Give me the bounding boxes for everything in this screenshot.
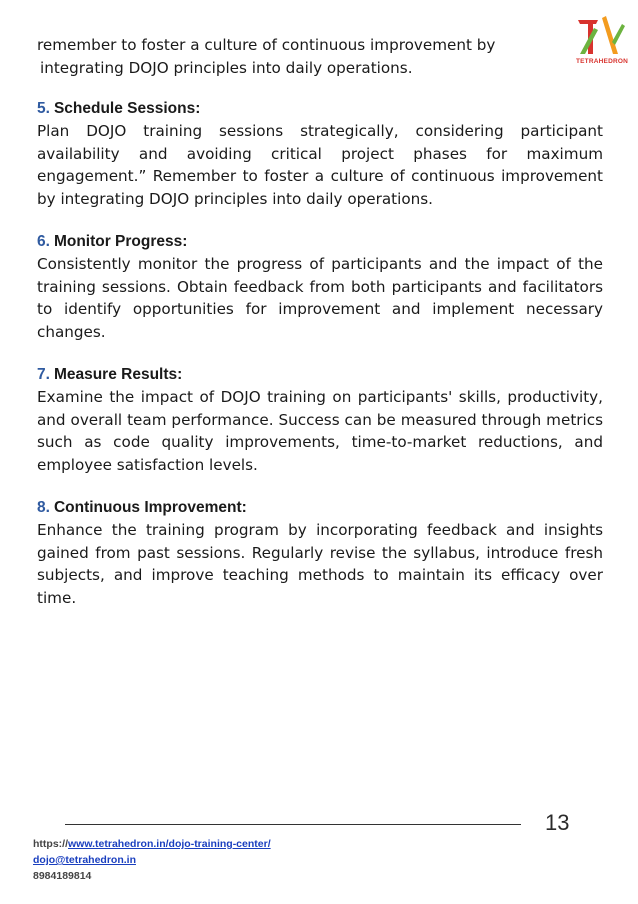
section-body: Examine the impact of DOJO training on participants' skills, productivity, and overall team performance. Success can be measured through metrics such as code quality improvements, time-to-market reductions, and employee satisfaction levels. — [37, 388, 603, 474]
url-prefix: https:// — [33, 838, 68, 850]
section-title: Continuous Improvement: — [53, 499, 247, 516]
section-heading — [37, 98, 603, 120]
section-number: 8. — [37, 499, 50, 516]
website-link[interactable]: www.tetrahedron.in/dojo-training-center/ — [68, 838, 271, 850]
section-number: 7. — [37, 366, 50, 383]
section-heading — [37, 364, 603, 386]
section-number: 5. — [37, 100, 50, 117]
intro-line-2: integrating DOJO principles into daily operations. — [40, 58, 413, 77]
section-body: Enhance the training program by incorporating feedback and insights gained from past sessions. Regularly revise the syllabus, introduce fresh subjects, and improve teaching methods to maintain its efficacy over time. — [37, 521, 603, 607]
page-number: 13 — [545, 810, 570, 835]
intro-paragraph — [37, 34, 603, 79]
section-continuous-improvement — [37, 497, 603, 609]
logo-text: TETRAHEDRON — [575, 58, 629, 65]
footer-contact — [33, 836, 271, 884]
email-link[interactable]: dojo@tetrahedron.in — [33, 854, 136, 866]
section-title: Measure Results: — [53, 366, 183, 383]
footer-url-line — [33, 836, 271, 852]
footer-divider — [65, 824, 521, 825]
section-title: Monitor Progress: — [53, 233, 188, 250]
section-title: Schedule Sessions: — [53, 100, 201, 117]
section-body: Plan DOJO training sessions strategically, considering participant availability and avoiding critical project phases for maximum engagement.” Remember to foster a culture of continuous improvement by integrating DOJO principles into daily operations. — [37, 122, 603, 208]
section-number: 6. — [37, 233, 50, 250]
phone-number: 8984189814 — [33, 870, 92, 882]
document-body — [37, 34, 603, 630]
section-heading — [37, 231, 603, 253]
section-monitor-progress — [37, 231, 603, 343]
intro-line-1: remember to foster a culture of continuous improvement by — [37, 36, 496, 54]
section-heading — [37, 497, 603, 519]
section-body: Consistently monitor the progress of participants and the impact of the training sessions. Obtain feedback from both participants and facilitators to identify opportunities for improvement and implement necessary changes. — [37, 255, 603, 341]
section-measure-results — [37, 364, 603, 476]
section-schedule-sessions — [37, 98, 603, 210]
